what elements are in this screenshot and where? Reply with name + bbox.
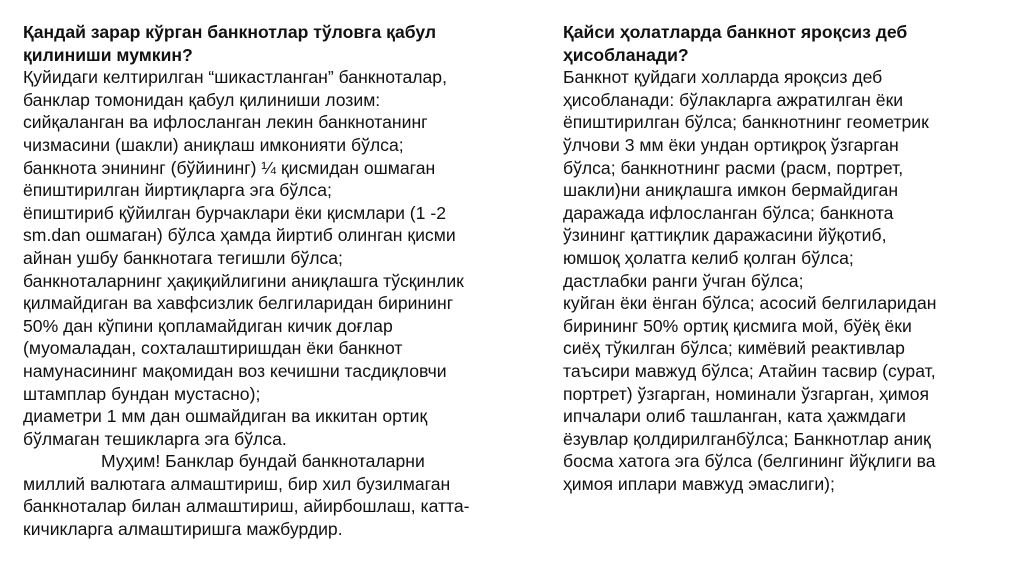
note-line: банкноталар билан алмаштириш, айирбошлаш, катта- <box>23 496 470 517</box>
left-heading <box>23 21 528 66</box>
body-line: сиёҳ тўкилган бўлса; кимёвий реактивлар <box>563 338 905 359</box>
body-line: бирининг 50% ортиқ қисмига мой, бўёқ ёки <box>563 315 912 336</box>
body-line: бўлмаган тешикларга эга бўлса. <box>23 428 287 449</box>
body-line: айнан ушбу банкнотага тегишли бўлса; <box>23 247 343 268</box>
body-line: банкнота энининг (бўйининг) ¼ қисмидан ошмаган <box>23 157 436 178</box>
body-line: ҳисобланади: бўлакларга ажратилган ёки <box>563 89 904 110</box>
body-line: даражада ифлосланган бўлса; банкнота <box>563 202 894 223</box>
body-line: ёпиштирилган йиртиқларга эга бўлса; <box>23 180 332 201</box>
left-column <box>23 21 528 541</box>
body-line: ёзувлар қолдирилганбўлса; Банкнотлар аниқ <box>563 428 931 449</box>
body-line: Қуйидаги келтирилган “шикастланган” банкноталар, <box>23 67 447 88</box>
heading-line: қилиниши мумкин? <box>23 44 193 65</box>
body-line: дастлабки ранги ўчган бўлса; <box>563 270 804 291</box>
right-body <box>563 66 1003 495</box>
body-line: сийқаланган ва ифлосланган лекин банкнотанинг <box>23 112 428 133</box>
right-column <box>563 21 1003 495</box>
heading-line: Қайси ҳолатларда банкнот яроқсиз деб <box>563 22 908 42</box>
body-line: штамплар бундан мустасно); <box>23 383 261 404</box>
body-line: ёпиштириб қўйилган бурчаклари ёки қисмлари (1 -2 <box>23 202 446 223</box>
body-line: шакли)ни аниқлашга имкон бермайдиган <box>563 180 899 201</box>
body-line: ўлчови 3 мм ёки ундан ортиқроқ ўзгарган <box>563 134 899 155</box>
heading-line: ҳисобланади? <box>563 44 689 65</box>
note-line: миллий валютага алмаштириш, бир хил бузилмаган <box>23 473 451 494</box>
body-line: куйган ёки ёнган бўлса; асосий белгиларидан <box>563 293 937 314</box>
body-line: портрет) ўзгарган, номинали ўзгарган, ҳимоя <box>563 383 930 404</box>
body-line: босма хатога эга бўлса (белгининг йўқлиги ва <box>563 451 936 472</box>
body-line: диаметри 1 мм дан ошмайдиган ва иккитан ортиқ <box>23 406 428 427</box>
body-line: Банкнот қуйдаги холларда яроқсиз деб <box>563 67 883 88</box>
body-line: юмшоқ ҳолатга келиб қолган бўлса; <box>563 247 854 268</box>
left-note <box>23 450 528 540</box>
right-heading <box>563 21 1003 66</box>
body-line: банклар томонидан қабул қилиниши лозим: <box>23 89 381 110</box>
left-body <box>23 66 528 450</box>
body-line: намунасининг мақомидан воз кечишни тасдиқловчи <box>23 360 447 381</box>
note-line: кичикларга алмаштиришга мажбурдир. <box>23 519 343 540</box>
note-line: Муҳим! Банклар бундай банкноталарни <box>101 451 425 472</box>
body-line: ипчалари олиб ташланган, ката ҳажмдаги <box>563 406 906 427</box>
body-line: қилмайдиган ва хавфсизлик белгиларидан бирининг <box>23 293 454 314</box>
body-line: 50% дан кўпини қопламайдиган кичик доғлар <box>23 315 393 336</box>
body-line: ёпиштирилган бўлса; банкнотнинг геометрик <box>563 112 929 133</box>
body-line: (муомаладан, сохталаштиришдан ёки банкнот <box>23 338 403 359</box>
body-line: таъсири мавжуд бўлса; Атайин тасвир (сурат, <box>563 360 936 381</box>
body-line: sm.dan ошмаган) бўлса ҳамда йиртиб олинган қисми <box>23 225 456 246</box>
body-line: ҳимоя иплари мавжуд эмаслиги); <box>563 473 835 494</box>
body-line: бўлса; банкнотнинг расми (расм, портрет, <box>563 157 904 178</box>
body-line: чизмасини (шакли) аниқлаш имконияти бўлса; <box>23 134 404 155</box>
body-line: банкноталарнинг ҳақиқийлигини аниқлашга тўсқинлик <box>23 270 464 291</box>
heading-line: Қандай зарар кўрган банкнотлар тўловга қабул <box>23 22 437 42</box>
body-line: ўзининг қаттиқлик даражасини йўқотиб, <box>563 225 887 246</box>
